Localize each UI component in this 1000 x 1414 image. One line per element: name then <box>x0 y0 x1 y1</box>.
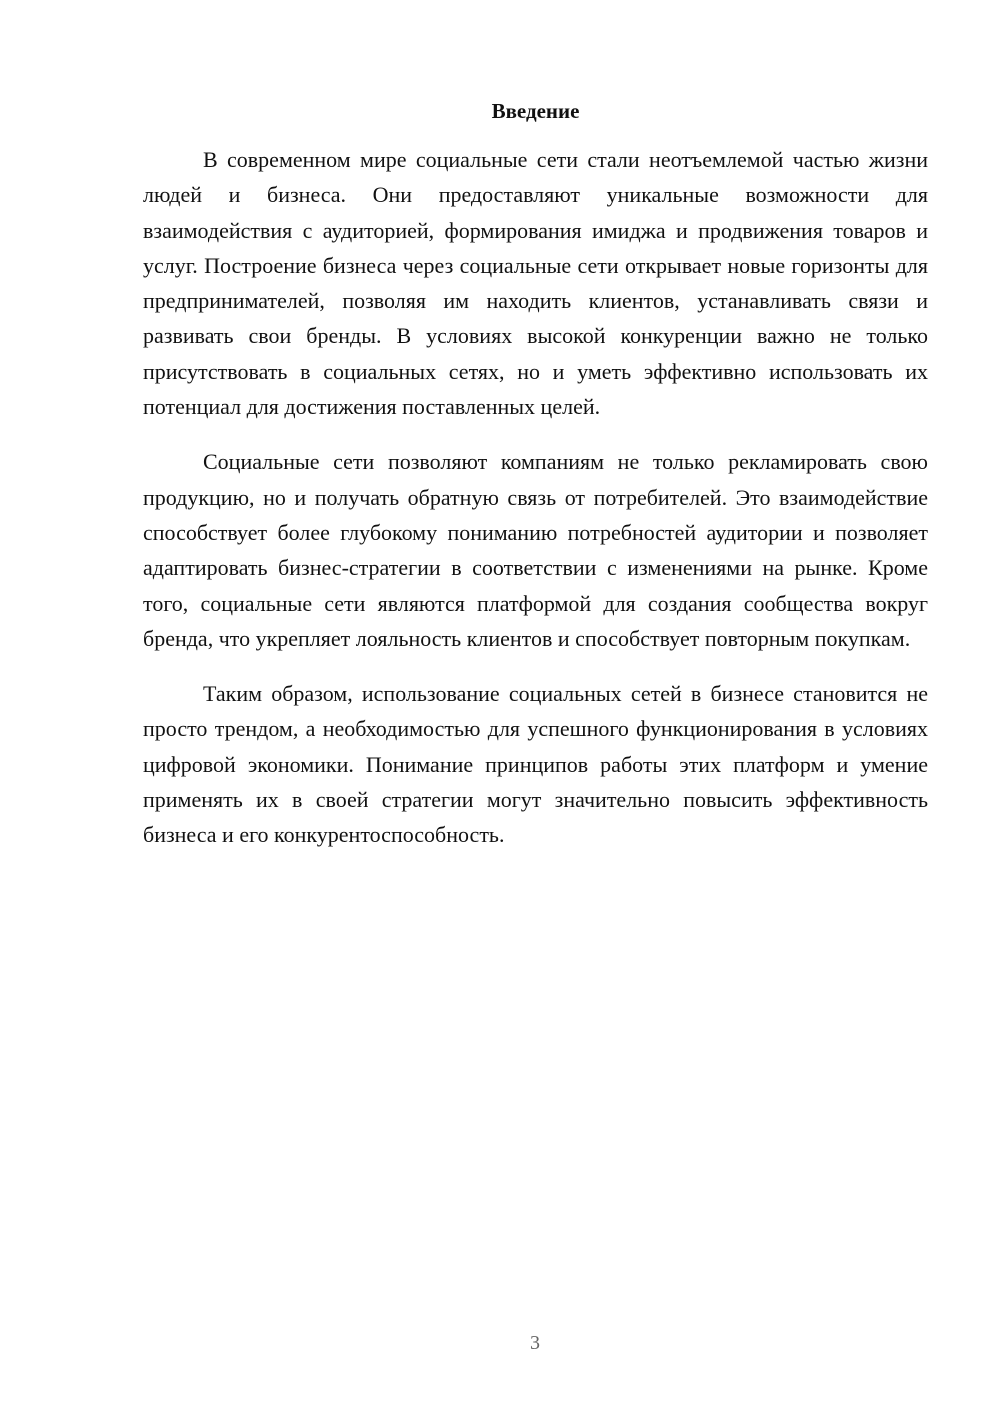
paragraph-1: В современном мире социальные сети стали неотъемлемой частью жизни людей и бизнеса. Они предоставляют уникальные возможности для взаимодействия с аудиторией, формирования имиджа и продвижения товаров и услуг. Построение бизнеса через социальные сети открывает новые горизонты для предпринимателей, позволяя им находить клиентов, устанавливать связи и развивать свои бренды. В условиях высокой конкуренции важно не только присутствовать в социальных сетях, но и уметь эффективно использовать их потенциал для достижения поставленных целей. <box>143 147 928 420</box>
paragraph-2: Социальные сети позволяют компаниям не только рекламировать свою продукцию, но и получать обратную связь от потребителей. Это взаимодействие способствует более глубокому пониманию потребностей аудитории и позволяет адаптировать бизнес-стратегии в соответствии с изменениями на рынке. Кроме того, социальные сети являются платформой для создания сообщества вокруг бренда, что укрепляет лояльность клиентов и способствует повторным покупкам. <box>143 449 928 651</box>
section-heading: Введение <box>491 99 580 123</box>
document-body <box>143 142 928 873</box>
paragraph-3: Таким образом, использование социальных сетей в бизнесе становится не просто трендом, а необходимостью для успешного функционирования в условиях цифровой экономики. Понимание принципов работы этих платформ и умение применять их в своей стратегии могут значительно повысить эффективность бизнеса и его конкурентоспособность. <box>143 681 928 848</box>
page-number: 3 <box>530 1332 540 1354</box>
